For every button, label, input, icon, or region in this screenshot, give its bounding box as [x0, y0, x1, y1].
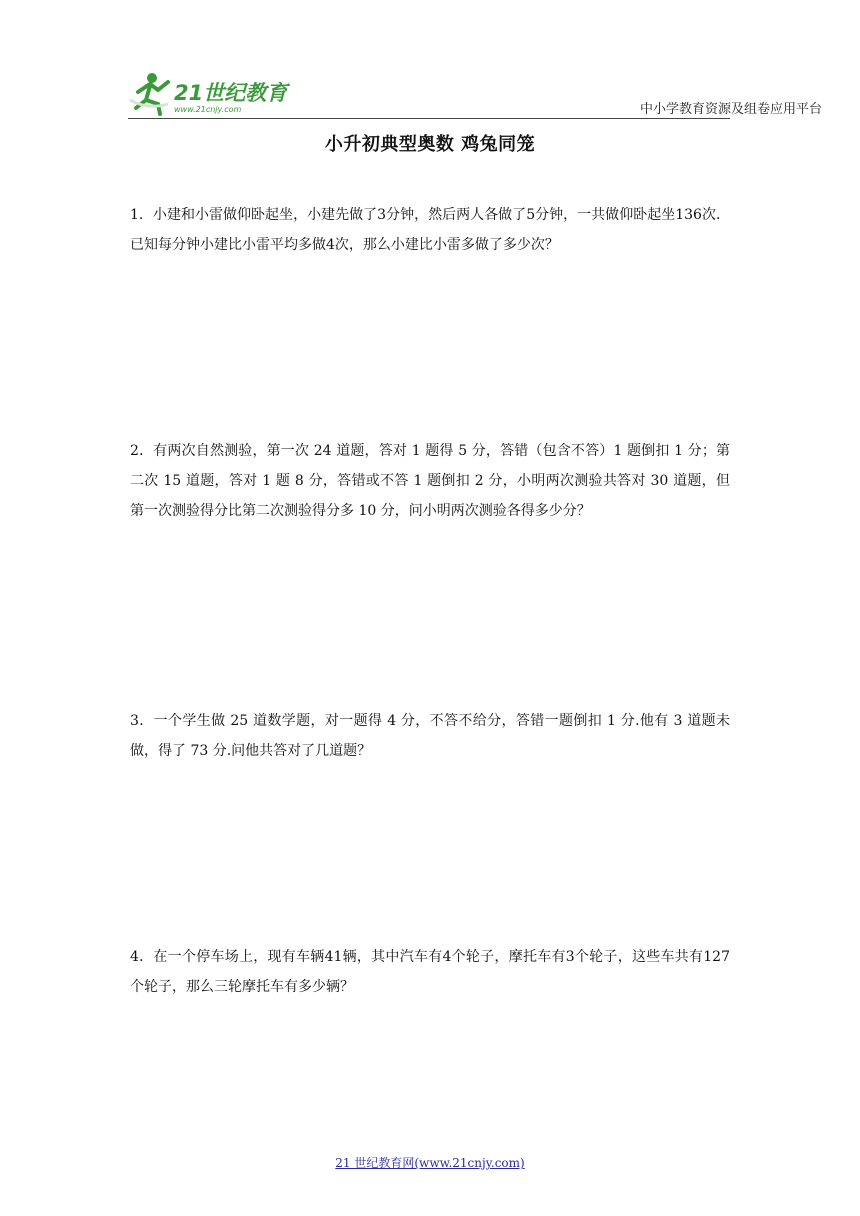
- runner-logo-icon: [128, 70, 298, 116]
- header-divider: [128, 118, 730, 119]
- question-4: 4．在一个停车场上，现有车辆41辆，其中汽车有4个轮子，摩托车有3个轮子，这些车共有127个轮子，那么三轮摩托车有多少辆？: [130, 949, 730, 995]
- question-2: 2．有两次自然测验，第一次 24 道题，答对 1 题得 5 分，答错（包含不答）1 题倒扣 1 分；第二次 15 道题，答对 1 题 8 分，答错或不答 1 题倒扣 2 分，小明两次测验共答对 30 道题，但第一次测验得分比第二次测验得分多 10 分，问小明两次测验各得多少分？: [130, 443, 730, 519]
- footer-link[interactable]: 21 世纪教育网(www.21cnjy.com): [335, 1156, 525, 1170]
- question-1: 1．小建和小雷做仰卧起坐，小建先做了3分钟，然后两人各做了5分钟，一共做仰卧起坐136次．已知每分钟小建比小雷平均多做4次，那么小建比小雷多做了多少次？: [130, 207, 730, 253]
- platform-name: 中小学教育资源及组卷应用平台: [639, 102, 822, 117]
- logo-url-text: www.21cnjy.com: [174, 105, 242, 114]
- page-header: [128, 64, 822, 120]
- page-footer: [0, 1154, 860, 1171]
- page-title: 小升初典型奥数 鸡兔同笼: [324, 134, 536, 155]
- logo-text: 21世纪教育: [174, 81, 288, 105]
- site-logo[interactable]: [128, 70, 298, 116]
- question-3: 3．一个学生做 25 道数学题，对一题得 4 分，不答不给分，答错一题倒扣 1 分.他有 3 道题未做，得了 73 分.问他共答对了几道题？: [130, 713, 730, 759]
